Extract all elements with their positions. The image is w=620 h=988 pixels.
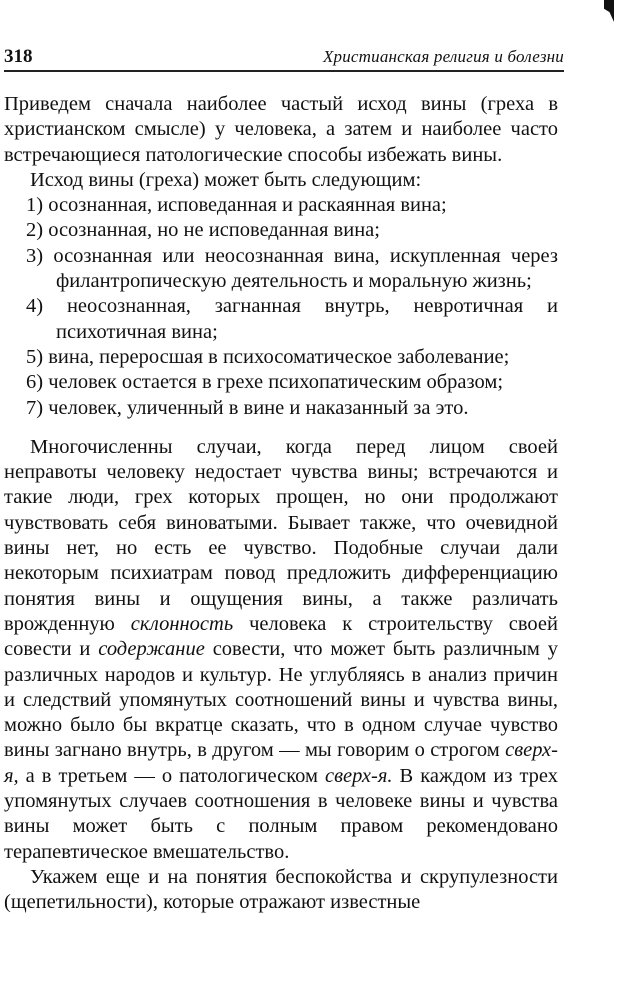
page-header	[4, 46, 564, 72]
paragraph-intro: Приведем сначала наиболее частый исход вины (греха в христианском смысле) у человека, а затем и наиболее часто встречающиеся патологические способы избежать вины.	[4, 93, 558, 166]
list-item: 5) вина, переросшая в психосоматическое заболевание;	[26, 345, 510, 368]
list-item: 2) осознанная, но не исповеданная вина;	[26, 219, 380, 242]
body-text	[4, 92, 558, 916]
paragraph-main-text: человека к строительству своей совести и	[4, 612, 558, 661]
paragraph-main	[4, 435, 558, 865]
emphasis-inclination: склонность	[130, 612, 234, 635]
list-item: 7) человек, уличенный в вине и наказанный за это.	[26, 396, 469, 419]
running-title: Христианская религия и болезни	[322, 47, 564, 66]
paragraph-final: Укажем еще и на понятия беспокойства и скрупулезности (щепетильности), которые отражают известные	[4, 865, 558, 914]
list-item: 6) человек остается в грехе психопатическим образом;	[26, 371, 504, 394]
list-item: 3) осознанная или неосознанная вина, искупленная через филантропическую деятельность и моральную жизнь;	[26, 244, 558, 293]
paragraph-main-text: совести, что может быть различным у различных народов и культур. Не углубляясь в анализ причин и следствий упомянутых соотношений вины и чувства вины, можно было бы вкратце сказать, что в одном случае чувство вины загнано внутрь, в другом — мы говорим о строгом	[4, 638, 558, 762]
paragraph-main-text: а в третьем — о патологическом	[18, 764, 325, 787]
paragraph-list-lead: Исход вины (греха) может быть следующим:	[30, 168, 422, 191]
paragraph-main-text: В каждом из трех упомянутых случаев соотношения в человеке вины и чувства вины может быть с полным правом рекомендовано терапевтическое вмешательство.	[4, 764, 558, 863]
outcome-list	[4, 193, 558, 421]
emphasis-superego-strict: сверх-я,	[4, 739, 558, 787]
list-item: 4) неосознанная, загнанная внутрь, невротичная и психотичная вина;	[26, 295, 558, 343]
paragraph-main-text: Многочисленны случаи, когда перед лицом своей неправоты человеку недостает чувства вины; встречаются и такие люди, грех которых прощен, но они продолжают чувствовать себя виноватыми. Бывает также, что очевидной вины нет, но есть ее чувство. Подобные случаи дали некоторым психиатрам повод предложить дифференциацию понятия вины и ощущения вины, а также различать врожденную	[4, 435, 558, 635]
emphasis-superego-pathological: сверх-я.	[324, 764, 393, 787]
list-item: 1) осознанная, исповеданная и раскаянная вина;	[26, 194, 447, 217]
paragraph-gap	[4, 421, 558, 435]
emphasis-content: содержание	[98, 638, 205, 661]
page-number: 318	[4, 46, 33, 67]
page-corner-mark	[604, 0, 614, 22]
